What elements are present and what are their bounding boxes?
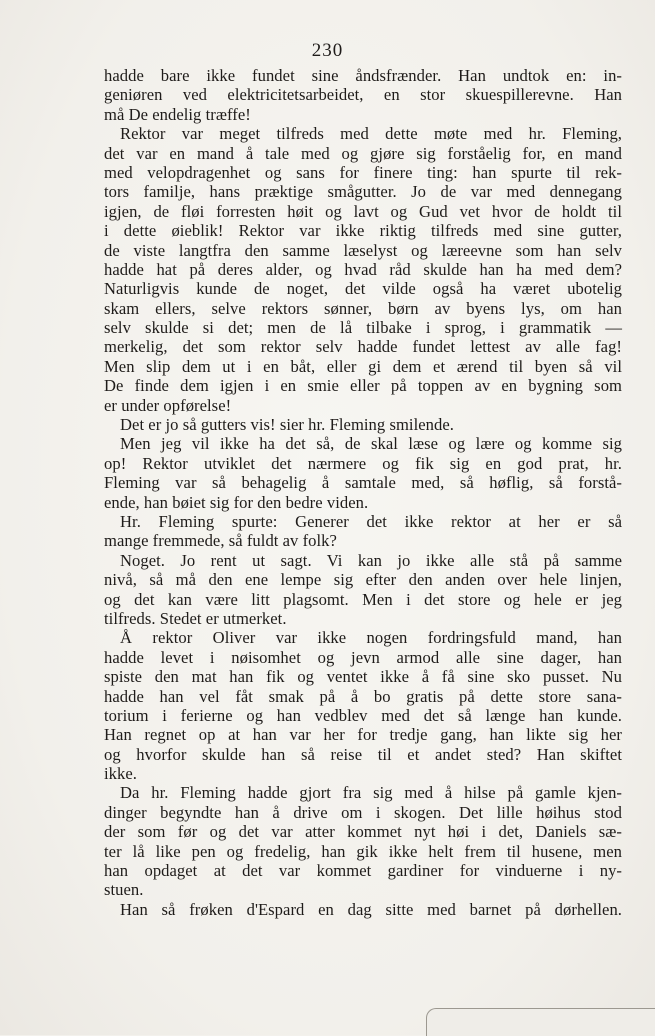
text-line: Da hr. Fleming hadde gjort fra sig med å hilse på gamle kjen-: [120, 783, 622, 803]
text-line: i dette øieblik! Rektor var ikke riktig tilfreds med sine gutter,: [104, 221, 622, 241]
text-line: er under opførelse!: [104, 395, 232, 415]
text-line: hadde levet i nøisomhet og jevn armod alle sine dager, han: [104, 647, 622, 667]
text-line: mange fremmede, så fuldt av folk?: [104, 531, 337, 551]
text-line: han opdaget at det var kommet gardiner for vinduerne i ny-: [104, 861, 622, 881]
text-line: stuen.: [104, 880, 144, 900]
page-corner-mark: [426, 1008, 655, 1036]
text-line: skam ellers, selve rektors sønner, børn av byens lys, om han: [104, 298, 622, 318]
text-line: tilfreds. Stedet er utmerket.: [104, 608, 287, 628]
text-line: hadde han vel fåt smak på å bo gratis på dette store sana-: [104, 686, 622, 706]
text-line: Naturligvis kunde de noget, det vilde også ha været ubotelig: [104, 279, 622, 299]
text-line: torium i ferierne og han vedblev med det så længe han kunde.: [104, 705, 622, 725]
text-line: de viste langtfra den samme læselyst og læreevne som han selv: [104, 240, 622, 260]
text-line: De finde dem igjen i en smie eller på toppen av en bygning som: [104, 376, 622, 396]
text-line: Fleming var så behagelig å samtale med, så høflig, så forstå-: [104, 473, 622, 493]
body-text: [104, 66, 622, 919]
text-line: spiste den mat han fik og ventet ikke å få sine sko pusset. Nu: [104, 667, 622, 687]
text-line: hadde bare ikke fundet sine åndsfrænder. Han undtok en: in-: [104, 66, 622, 85]
text-line: og hvorfor skulde han så reise til et andet sted? Han skiftet: [104, 744, 622, 764]
text-line: det var en mand å tale med og gjøre sig forståelig for, en mand: [104, 143, 622, 163]
text-line: merkelig, det som rektor selv hadde fundet lettest av alle fag!: [104, 337, 622, 357]
text-line: Men slip dem ut i en båt, eller gi dem et ærend til byen så vil: [104, 356, 622, 376]
text-line: ende, han bøiet sig for den bedre viden.: [104, 492, 369, 512]
text-line: der som før og det var atter kommet nyt høi i det, Daniels sæ-: [104, 822, 622, 842]
text-line: geniøren ved elektricitetsarbeidet, en stor skuespillerevne. Han: [104, 85, 622, 105]
text-line: og det kan være litt plagsomt. Men i det store og hele er jeg: [104, 589, 622, 609]
text-line: med velopdragenhet og sans for finere ting: han spurte til rek-: [104, 162, 622, 182]
text-line: ikke.: [104, 764, 137, 784]
text-line: op! Rektor utviklet det nærmere og fik sig en god prat, hr.: [104, 453, 622, 473]
text-line: Å rektor Oliver var ikke nogen fordringsfuld mand, han: [120, 628, 622, 648]
text-line: ter lå like pen og fredelig, han gik ikke helt frem til husene, men: [104, 841, 622, 861]
page-number: 230: [311, 40, 344, 61]
text-line: dinger begyndte han å drive om i skogen. Det lille høihus stod: [104, 802, 622, 822]
text-line: Det er jo så gutters vis! sier hr. Fleming smilende.: [120, 415, 454, 435]
text-line: Men jeg vil ikke ha det så, de skal læse og lære og komme sig: [120, 434, 622, 454]
text-line: nivå, så må den ene lempe sig efter den anden over hele linjen,: [104, 570, 622, 590]
text-line: selv skulde si det; men de lå tilbake i sprog, i grammatik —: [104, 318, 622, 338]
text-line: Han regnet op at han var her for tredje gang, han likte sig her: [104, 725, 622, 745]
text-line: Hr. Fleming spurte: Generer det ikke rektor at her er så: [120, 511, 622, 531]
text-line: må De endelig træffe!: [104, 104, 251, 124]
text-line: igjen, de fløi forresten høit og lavt og Gud vet hvor de holdt til: [104, 201, 622, 221]
text-line: Noget. Jo rent ut sagt. Vi kan jo ikke alle stå på samme: [120, 550, 622, 570]
text-line: hadde hat på deres alder, og hvad råd skulde han ha med dem?: [104, 259, 622, 279]
text-line: Han så frøken d'Espard en dag sitte med barnet på dørhellen.: [120, 899, 622, 919]
text-line: tors familje, hans præktige smågutter. Jo de var med dennegang: [104, 182, 622, 202]
text-line: Rektor var meget tilfreds med dette møte med hr. Fleming,: [120, 124, 622, 144]
